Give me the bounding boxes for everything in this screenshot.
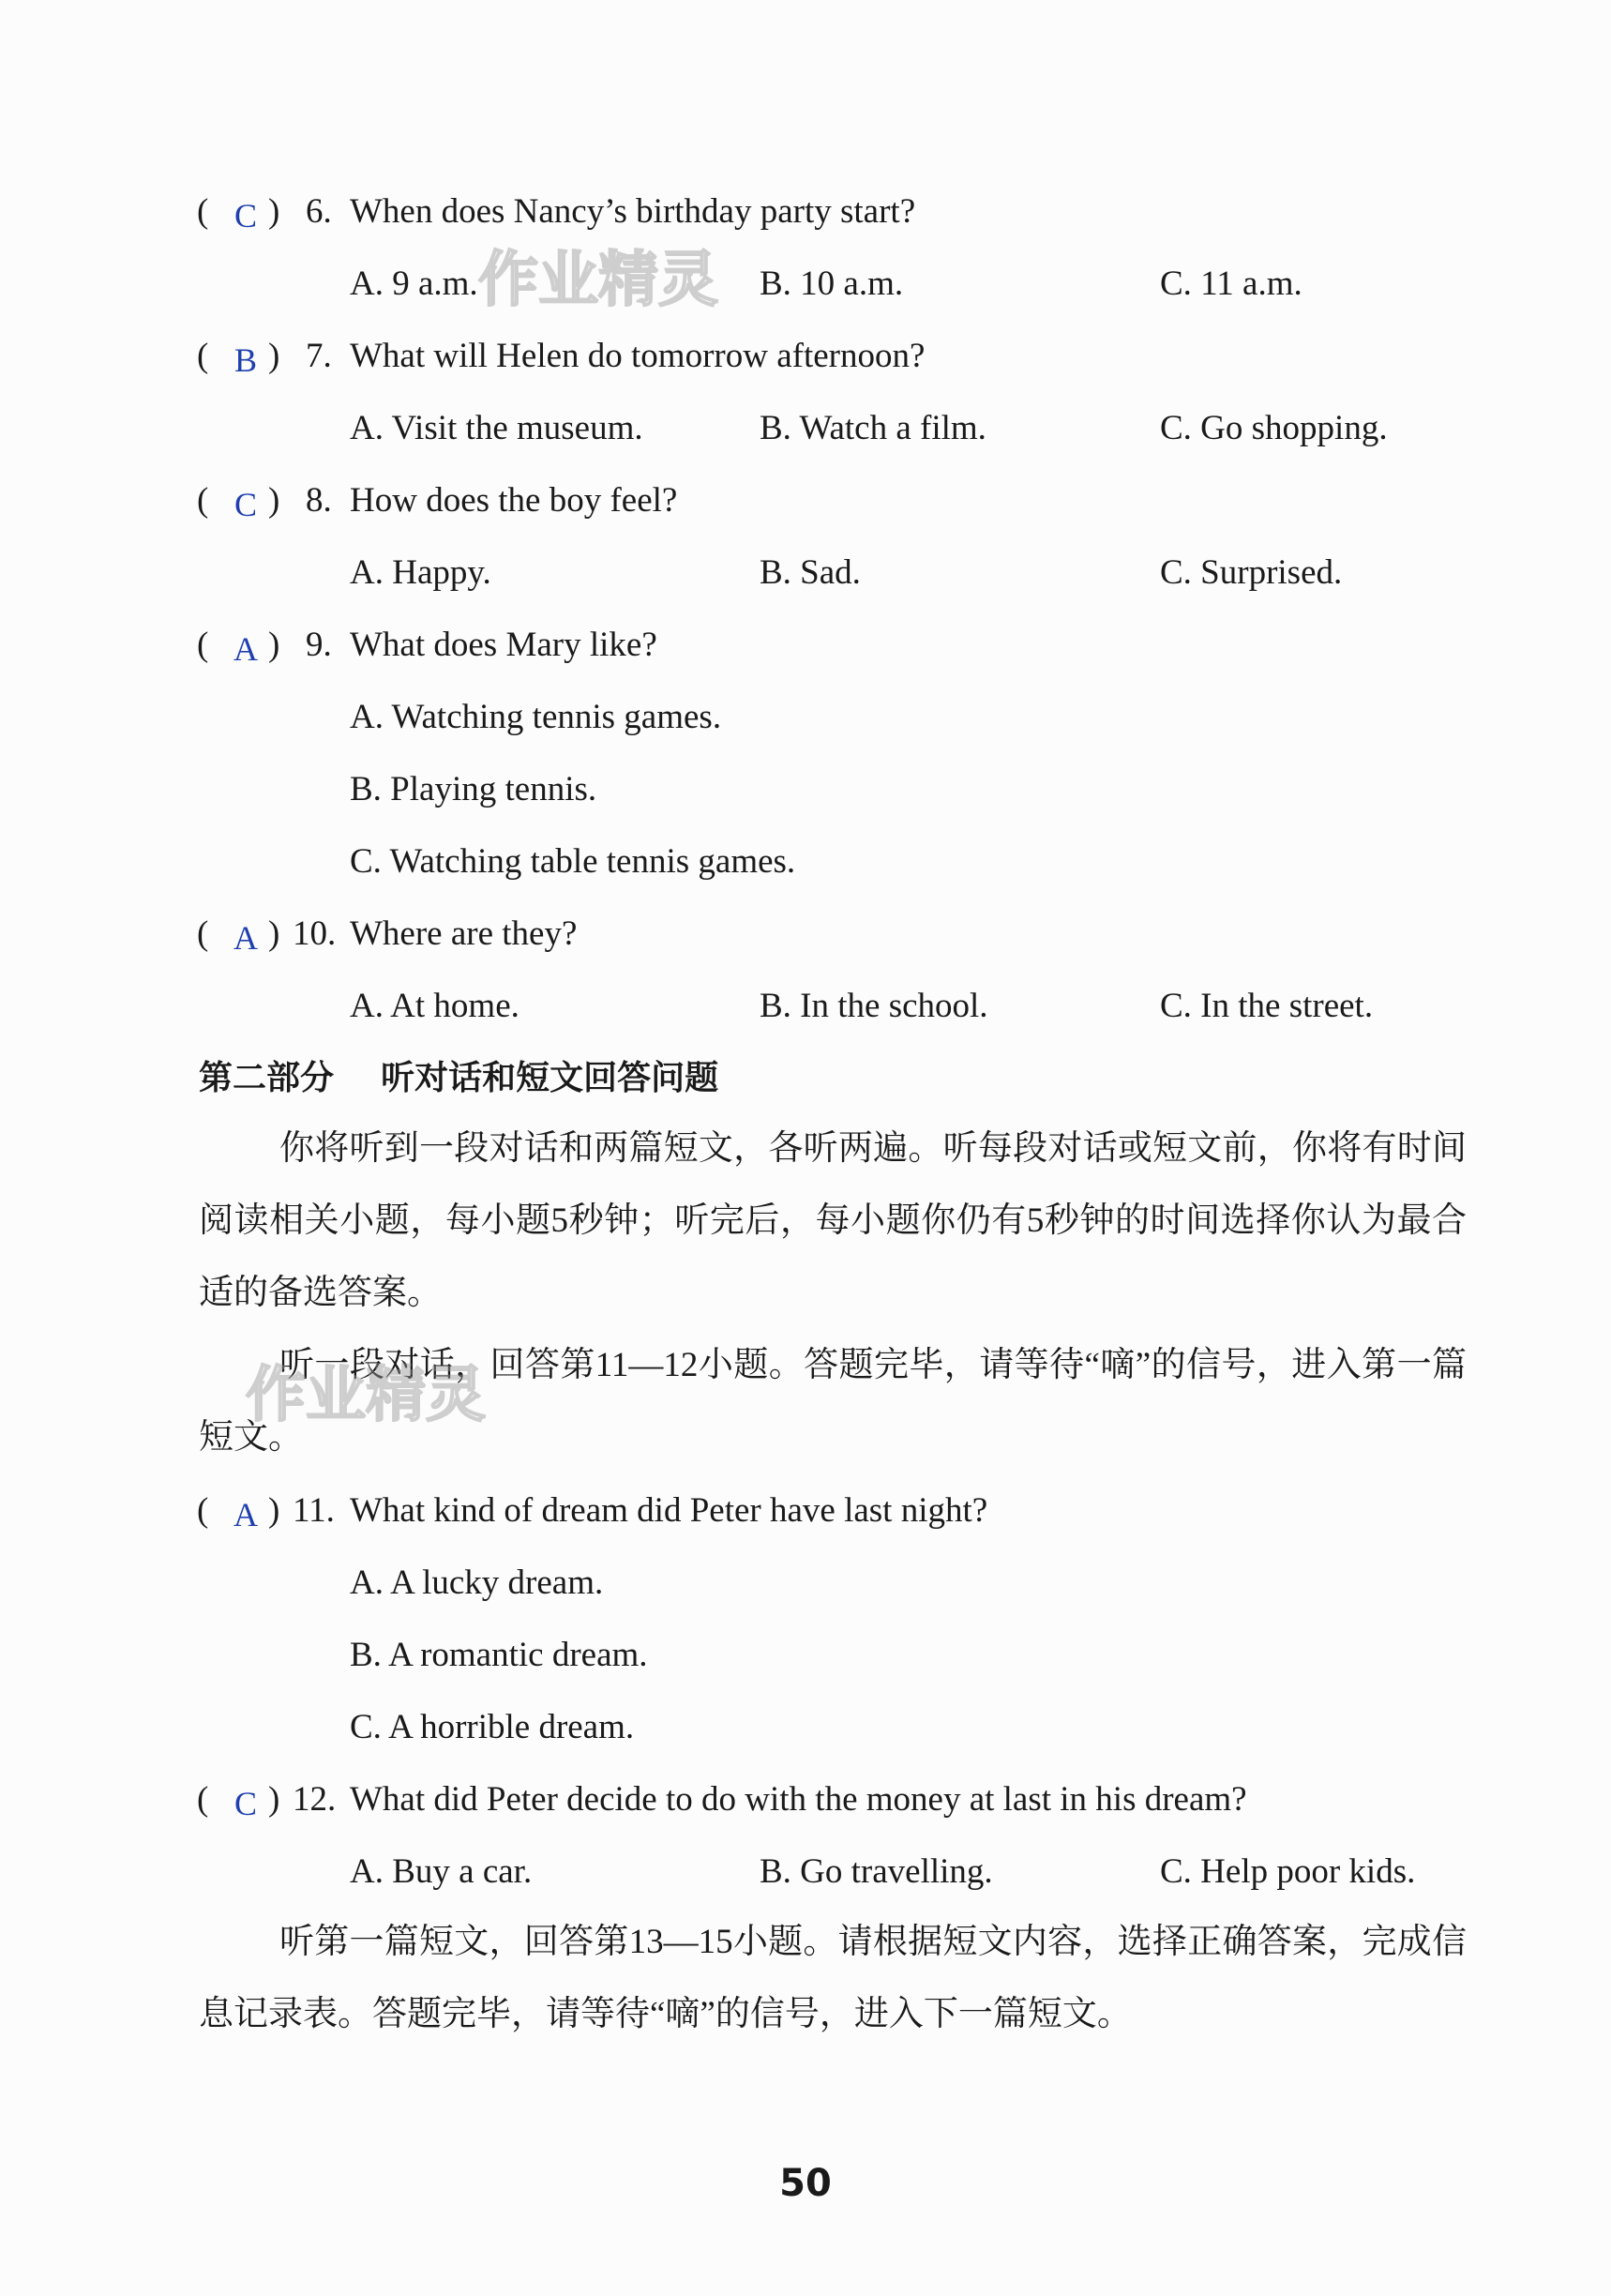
option-a: A. 9 a.m.: [350, 264, 478, 303]
option-b: B. Playing tennis.: [350, 770, 597, 808]
option-row: [0, 1555, 1611, 1611]
question-number: 12.: [293, 1780, 337, 1819]
paren-close: ): [268, 1780, 280, 1819]
question-stem: What kind of dream did Peter have last night?: [350, 1491, 988, 1530]
question-stem: What will Helen do tomorrow afternoon?: [350, 337, 926, 375]
paren-close: ): [268, 626, 280, 664]
question-number: 8.: [306, 481, 332, 520]
option-a: A. Watching tennis games.: [350, 698, 722, 736]
paren-open: (: [197, 914, 209, 953]
question-11: [0, 1483, 1611, 1539]
paren-close: ): [268, 914, 280, 953]
question-number: 6.: [306, 192, 332, 231]
answer-letter: B: [233, 341, 257, 379]
paren-open: (: [197, 192, 209, 231]
paren-close: ): [268, 481, 280, 520]
option-b: B. In the school.: [760, 987, 988, 1025]
option-row: [0, 762, 1611, 818]
watermark: 作业精灵: [478, 246, 718, 315]
paren-close: ): [268, 1491, 280, 1530]
option-c: C. Watching table tennis games.: [350, 842, 796, 881]
option-b: B. Go travelling.: [760, 1852, 993, 1891]
question-number: 9.: [306, 626, 332, 664]
question-number: 7.: [306, 337, 332, 375]
option-row: [0, 1699, 1611, 1756]
question-stem: When does Nancy’s birthday party start?: [350, 192, 916, 231]
question-9: [0, 617, 1611, 673]
watermark: 作业精灵: [246, 1361, 486, 1430]
question-10: [0, 906, 1611, 962]
paren-open: (: [197, 337, 209, 375]
paren-open: (: [197, 481, 209, 520]
option-row: [0, 689, 1611, 746]
question-number: 10.: [293, 914, 337, 953]
option-c: C. Go shopping.: [1160, 409, 1388, 447]
answer-letter: C: [233, 486, 257, 523]
question-12: [0, 1772, 1611, 1828]
option-a: A. At home.: [350, 987, 519, 1025]
option-c: C. A horrible dream.: [350, 1708, 635, 1746]
option-c: C. In the street.: [1160, 987, 1374, 1025]
paren-open: (: [197, 1491, 209, 1530]
options-7: [0, 400, 1611, 457]
section-intro: 你将听到一段对话和两篇短文，各听两遍。听每段对话或短文前，你将有时间阅读相关小题，每小题5秒钟；听完后，每小题你仍有5秒钟的时间选择你认为最合适的备选答案。: [199, 1129, 1467, 1312]
question-stem: Where are they?: [350, 914, 578, 953]
options-8: [0, 545, 1611, 601]
option-a: A. A lucky dream.: [350, 1563, 604, 1602]
answer-letter: C: [233, 1785, 257, 1822]
option-b: B. Sad.: [760, 553, 861, 592]
paren-open: (: [197, 1780, 209, 1819]
options-12: [0, 1844, 1611, 1900]
paren-open: (: [197, 626, 209, 664]
option-a: A. Buy a car.: [350, 1852, 533, 1891]
page-number: 50: [779, 2162, 832, 2205]
question-8: [0, 473, 1611, 529]
question-6: [0, 184, 1611, 240]
options-6: [0, 256, 1611, 312]
answer-letter: A: [233, 919, 258, 957]
option-row: [0, 1627, 1611, 1684]
paren-close: ): [268, 192, 280, 231]
answer-letter: A: [233, 630, 258, 668]
passage1-instruction: 听第一篇短文，回答第13—15小题。请根据短文内容，选择正确答案，完成信息记录表。答题完毕，请等待“嘀”的信号，进入下一篇短文。: [199, 1923, 1467, 2033]
dialogue-instruction: 听一段对话，回答第11—12小题。答题完毕，请等待“嘀”的信号，进入第一篇短文。: [199, 1346, 1467, 1457]
question-stem: What did Peter decide to do with the money at last in his dream?: [350, 1780, 1247, 1819]
paren-close: ): [268, 337, 280, 375]
option-c: C. Help poor kids.: [1160, 1852, 1416, 1891]
option-b: B. Watch a film.: [760, 409, 986, 447]
option-b: B. 10 a.m.: [760, 264, 904, 303]
section-heading: 第二部分 听对话和短文回答问题: [199, 1059, 719, 1097]
question-stem: How does the boy feel?: [350, 481, 678, 520]
question-number: 11.: [293, 1491, 335, 1530]
option-c: C. Surprised.: [1160, 553, 1343, 592]
option-row: [0, 834, 1611, 890]
option-b: B. A romantic dream.: [350, 1636, 648, 1674]
answer-letter: C: [233, 197, 257, 234]
answer-letter: A: [233, 1496, 258, 1533]
option-a: A. Happy.: [350, 553, 491, 592]
option-c: C. 11 a.m.: [1160, 264, 1302, 303]
question-7: [0, 328, 1611, 385]
option-a: A. Visit the museum.: [350, 409, 643, 447]
options-10: [0, 978, 1611, 1035]
question-stem: What does Mary like?: [350, 626, 657, 664]
